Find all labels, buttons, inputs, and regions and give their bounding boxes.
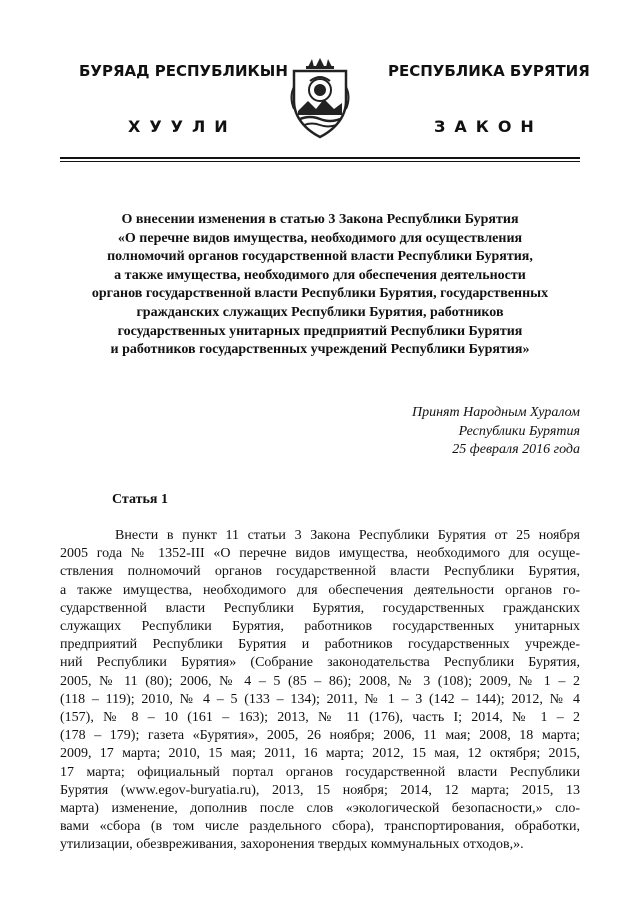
- body-line: (118 – 119); 2010, № 4 – 5 (133 – 134); 2011, № 1 – 3 (142 – 144); 2012, № 4: [60, 691, 580, 707]
- title-line: государственных унитарных предприятий Республики Бурятия: [117, 323, 523, 339]
- header-left-title: БУРЯАД РЕСПУБЛИКЫН: [79, 62, 288, 80]
- body-line: 2005 года № 1352-III «О перечне видов имущества, необходимого для осуще-: [60, 546, 580, 562]
- header-rule-thick: [60, 157, 580, 159]
- adoption-date: 25 февраля 2016 года: [452, 442, 580, 457]
- header-right-subtitle: ЗАКОН: [434, 117, 543, 136]
- adoption-note: [412, 404, 580, 460]
- body-line: утилизации, обезвреживания, захоронения твердых коммунальных отходов,».: [60, 837, 524, 853]
- article-body: [60, 527, 580, 855]
- title-line: «О перечне видов имущества, необходимого для осуществления: [117, 230, 523, 246]
- body-line: 17 марта; официальный портал органов государственной власти Республики: [60, 764, 580, 780]
- body-line: ний Республики Бурятия» (Собрание законодательства Республики Бурятия,: [60, 655, 580, 671]
- body-line: вами «сбора (в том числе раздельного сбора), транспортирования, обработки,: [60, 819, 580, 835]
- body-line: марта) изменение, дополнив после слов «экологической безопасности,» сло-: [60, 801, 580, 817]
- title-line: органов государственной власти Республики Бурятия, государственных: [91, 286, 549, 302]
- body-line: служащих Республики Бурятия, работников государственных унитарных: [60, 619, 580, 635]
- article-heading: Статья 1: [112, 492, 168, 507]
- body-line: а также имущества, необходимого для обеспечения деятельности органов го-: [60, 582, 580, 598]
- body-line: ствления полномочий органов государственной власти Республики Бурятия,: [60, 564, 580, 580]
- body-line: 2009, 17 марта; 2010, 15 мая; 2011, 16 марта; 2012, 15 мая, 12 октября; 2015,: [60, 746, 580, 762]
- body-line: (157), № 8 – 10 (161 – 163); 2013, № 11 (176), часть I; 2014, № 1 – 2: [60, 710, 580, 726]
- body-line: 2005, № 11 (80); 2006, № 4 – 5 (85 – 86); 2008, № 3 (108); 2009, № 1 – 2: [60, 673, 580, 689]
- title-line: О внесении изменения в статью 3 Закона Республики Бурятия: [121, 212, 519, 227]
- adoption-line: Республики Бурятия: [458, 423, 580, 439]
- coat-of-arms-icon: [288, 57, 352, 139]
- title-line: полномочий органов государственной власти Республики Бурятия,: [107, 249, 533, 265]
- body-line: (178 – 179); газета «Бурятия», 2005, 26 ноября; 2006, 11 мая; 2008, 18 марта;: [60, 728, 580, 744]
- body-line: Внести в пункт 11 статьи 3 Закона Республики Бурятия от 25 ноября: [115, 528, 580, 543]
- body-line: сударственной власти Республики Бурятия, государственных гражданских: [60, 600, 580, 616]
- body-line: предприятий Республики Бурятия и работников государственных учрежде-: [60, 637, 580, 653]
- header-rule-thin: [60, 161, 580, 162]
- adoption-line: Принят Народным Хуралом: [411, 405, 580, 420]
- law-title: [60, 211, 580, 360]
- title-line: гражданских служащих Республики Бурятия, работников: [136, 304, 504, 320]
- header-left-subtitle: ХУУЛИ: [128, 117, 237, 136]
- header-right-title: РЕСПУБЛИКА БУРЯТИЯ: [388, 62, 590, 80]
- title-line: и работников государственных учреждений Республики Бурятия»: [110, 342, 530, 358]
- body-line: Бурятия (www.egov-buryatia.ru), 2013, 15 ноября; 2014, 12 марта; 2015, 13: [60, 782, 580, 798]
- title-line: а также имущества, необходимого для обеспечения деятельности: [114, 267, 526, 283]
